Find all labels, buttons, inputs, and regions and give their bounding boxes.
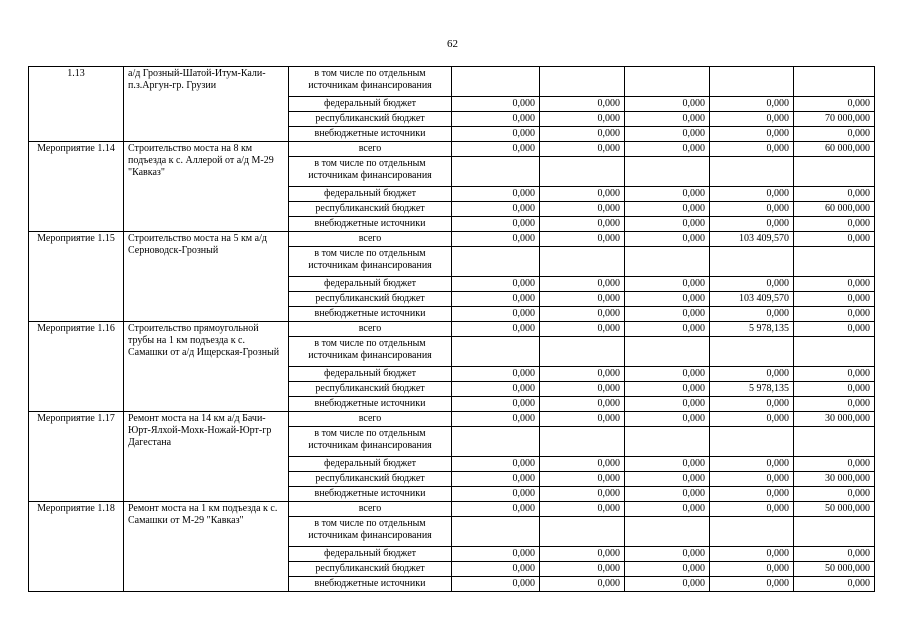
amount-cell: 0,000	[452, 307, 540, 322]
amount-cell	[710, 337, 794, 367]
funding-source: федеральный бюджет	[289, 277, 452, 292]
funding-source: федеральный бюджет	[289, 367, 452, 382]
amount-cell: 0,000	[625, 292, 710, 307]
funding-source: федеральный бюджет	[289, 547, 452, 562]
activity-code: Мероприятие 1.16	[29, 322, 124, 412]
table-row	[29, 502, 875, 517]
funding-source: внебюджетные источники	[289, 127, 452, 142]
amount-cell: 0,000	[625, 217, 710, 232]
amount-cell: 103 409,570	[710, 232, 794, 247]
amount-cell: 0,000	[794, 232, 875, 247]
amount-cell: 0,000	[540, 307, 625, 322]
amount-cell: 0,000	[540, 202, 625, 217]
amount-cell: 0,000	[452, 232, 540, 247]
amount-cell: 0,000	[625, 487, 710, 502]
funding-source: республиканский бюджет	[289, 202, 452, 217]
amount-cell: 0,000	[452, 292, 540, 307]
amount-cell: 0,000	[710, 367, 794, 382]
amount-cell: 0,000	[540, 577, 625, 592]
amount-cell	[625, 517, 710, 547]
amount-cell: 0,000	[452, 562, 540, 577]
funding-source: внебюджетные источники	[289, 217, 452, 232]
amount-cell: 0,000	[625, 97, 710, 112]
amount-cell	[710, 247, 794, 277]
activity-code: Мероприятие 1.15	[29, 232, 124, 322]
table-row	[29, 142, 875, 157]
amount-cell: 0,000	[452, 412, 540, 427]
amount-cell: 0,000	[794, 187, 875, 202]
amount-cell: 0,000	[625, 502, 710, 517]
amount-cell: 0,000	[540, 232, 625, 247]
amount-cell	[452, 157, 540, 187]
amount-cell: 0,000	[540, 382, 625, 397]
amount-cell: 50 000,000	[794, 562, 875, 577]
amount-cell	[452, 337, 540, 367]
amount-cell: 50 000,000	[794, 502, 875, 517]
amount-cell: 0,000	[625, 232, 710, 247]
amount-cell: 30 000,000	[794, 472, 875, 487]
amount-cell: 0,000	[625, 142, 710, 157]
amount-cell	[452, 67, 540, 97]
amount-cell	[794, 337, 875, 367]
amount-cell: 0,000	[452, 397, 540, 412]
funding-source: в том числе по отдельным источникам финансирования	[289, 247, 452, 277]
table-row	[29, 232, 875, 247]
amount-cell: 0,000	[540, 277, 625, 292]
amount-cell: 0,000	[625, 322, 710, 337]
amount-cell: 0,000	[452, 367, 540, 382]
funding-source: всего	[289, 142, 452, 157]
amount-cell: 0,000	[625, 562, 710, 577]
amount-cell: 0,000	[710, 112, 794, 127]
funding-source: в том числе по отдельным источникам финансирования	[289, 427, 452, 457]
amount-cell: 0,000	[794, 487, 875, 502]
table-row	[29, 322, 875, 337]
funding-source: всего	[289, 232, 452, 247]
amount-cell: 0,000	[710, 307, 794, 322]
amount-cell: 0,000	[452, 472, 540, 487]
amount-cell: 0,000	[710, 277, 794, 292]
amount-cell: 0,000	[794, 397, 875, 412]
activity-code: Мероприятие 1.14	[29, 142, 124, 232]
amount-cell: 0,000	[540, 142, 625, 157]
amount-cell: 60 000,000	[794, 142, 875, 157]
funding-source: внебюджетные источники	[289, 487, 452, 502]
amount-cell: 0,000	[625, 202, 710, 217]
amount-cell	[540, 157, 625, 187]
amount-cell	[452, 427, 540, 457]
amount-cell: 0,000	[452, 577, 540, 592]
amount-cell	[540, 337, 625, 367]
funding-source: в том числе по отдельным источникам финансирования	[289, 67, 452, 97]
amount-cell: 0,000	[710, 187, 794, 202]
amount-cell	[540, 247, 625, 277]
amount-cell: 0,000	[794, 367, 875, 382]
amount-cell: 0,000	[794, 97, 875, 112]
amount-cell: 0,000	[452, 382, 540, 397]
amount-cell: 0,000	[625, 412, 710, 427]
page-number: 62	[447, 38, 458, 50]
amount-cell: 0,000	[710, 472, 794, 487]
amount-cell	[794, 67, 875, 97]
amount-cell: 0,000	[710, 577, 794, 592]
amount-cell: 0,000	[452, 277, 540, 292]
amount-cell: 0,000	[794, 577, 875, 592]
amount-cell: 0,000	[452, 127, 540, 142]
activity-code: 1.13	[29, 67, 124, 142]
funding-source: всего	[289, 322, 452, 337]
amount-cell: 0,000	[540, 487, 625, 502]
amount-cell: 0,000	[710, 142, 794, 157]
funding-source: в том числе по отдельным источникам финансирования	[289, 157, 452, 187]
amount-cell: 0,000	[710, 457, 794, 472]
amount-cell: 0,000	[625, 577, 710, 592]
amount-cell: 0,000	[540, 112, 625, 127]
amount-cell: 0,000	[794, 127, 875, 142]
amount-cell: 0,000	[710, 127, 794, 142]
amount-cell: 0,000	[794, 457, 875, 472]
amount-cell: 0,000	[625, 187, 710, 202]
amount-cell: 0,000	[625, 457, 710, 472]
amount-cell	[625, 247, 710, 277]
activity-name: Ремонт моста на 1 км подъезда к с. Самашки от М-29 "Кавказ"	[124, 502, 289, 592]
amount-cell: 0,000	[794, 307, 875, 322]
activity-name: Строительство моста на 5 км а/д Серноводск-Грозный	[124, 232, 289, 322]
amount-cell: 0,000	[540, 547, 625, 562]
amount-cell: 0,000	[625, 547, 710, 562]
funding-source: всего	[289, 502, 452, 517]
activity-code: Мероприятие 1.17	[29, 412, 124, 502]
amount-cell: 0,000	[794, 217, 875, 232]
funding-source: в том числе по отдельным источникам финансирования	[289, 337, 452, 367]
amount-cell: 0,000	[625, 367, 710, 382]
activity-name: а/д Грозный-Шатой-Итум-Кали-п.з.Аргун-гр. Грузии	[124, 67, 289, 142]
amount-cell	[625, 427, 710, 457]
amount-cell: 0,000	[540, 367, 625, 382]
funding-source: республиканский бюджет	[289, 292, 452, 307]
amount-cell: 0,000	[625, 307, 710, 322]
amount-cell: 0,000	[540, 502, 625, 517]
activity-name: Строительство прямоугольной трубы на 1 км подъезда к с. Самашки от а/д Ищерская-Грозный	[124, 322, 289, 412]
amount-cell: 0,000	[452, 502, 540, 517]
amount-cell: 0,000	[540, 472, 625, 487]
amount-cell	[625, 337, 710, 367]
funding-source: внебюджетные источники	[289, 577, 452, 592]
amount-cell	[452, 517, 540, 547]
amount-cell: 0,000	[540, 97, 625, 112]
amount-cell: 0,000	[540, 187, 625, 202]
amount-cell: 0,000	[452, 217, 540, 232]
amount-cell	[452, 247, 540, 277]
amount-cell: 0,000	[710, 487, 794, 502]
amount-cell: 0,000	[625, 127, 710, 142]
amount-cell: 0,000	[540, 217, 625, 232]
amount-cell: 0,000	[794, 382, 875, 397]
amount-cell: 0,000	[452, 187, 540, 202]
amount-cell	[625, 157, 710, 187]
amount-cell: 0,000	[710, 502, 794, 517]
amount-cell: 0,000	[625, 382, 710, 397]
funding-source: федеральный бюджет	[289, 187, 452, 202]
amount-cell: 0,000	[710, 202, 794, 217]
amount-cell: 0,000	[625, 397, 710, 412]
amount-cell: 0,000	[452, 112, 540, 127]
funding-source: федеральный бюджет	[289, 97, 452, 112]
amount-cell: 0,000	[452, 202, 540, 217]
amount-cell: 0,000	[710, 562, 794, 577]
amount-cell	[794, 157, 875, 187]
funding-source: республиканский бюджет	[289, 472, 452, 487]
amount-cell	[710, 427, 794, 457]
amount-cell: 0,000	[452, 547, 540, 562]
amount-cell: 0,000	[452, 142, 540, 157]
amount-cell: 0,000	[710, 397, 794, 412]
amount-cell: 70 000,000	[794, 112, 875, 127]
funding-source: федеральный бюджет	[289, 457, 452, 472]
amount-cell	[540, 517, 625, 547]
amount-cell: 0,000	[794, 322, 875, 337]
amount-cell: 0,000	[710, 412, 794, 427]
amount-cell: 0,000	[452, 457, 540, 472]
amount-cell: 0,000	[452, 97, 540, 112]
activity-name: Ремонт моста на 14 км а/д Бачи-Юрт-Ялхой-Мохк-Ножай-Юрт-гр Дагестана	[124, 412, 289, 502]
financing-table	[28, 66, 875, 592]
amount-cell: 0,000	[625, 112, 710, 127]
amount-cell	[794, 517, 875, 547]
amount-cell: 103 409,570	[710, 292, 794, 307]
amount-cell: 60 000,000	[794, 202, 875, 217]
amount-cell: 30 000,000	[794, 412, 875, 427]
amount-cell: 0,000	[540, 562, 625, 577]
amount-cell	[540, 67, 625, 97]
amount-cell: 0,000	[710, 547, 794, 562]
amount-cell: 5 978,135	[710, 322, 794, 337]
amount-cell	[710, 517, 794, 547]
funding-source: внебюджетные источники	[289, 307, 452, 322]
funding-source: в том числе по отдельным источникам финансирования	[289, 517, 452, 547]
amount-cell	[710, 67, 794, 97]
table-row	[29, 412, 875, 427]
amount-cell: 0,000	[794, 277, 875, 292]
amount-cell: 0,000	[710, 97, 794, 112]
amount-cell: 0,000	[540, 412, 625, 427]
amount-cell: 0,000	[540, 397, 625, 412]
amount-cell	[794, 427, 875, 457]
amount-cell	[794, 247, 875, 277]
amount-cell: 0,000	[540, 292, 625, 307]
amount-cell: 0,000	[452, 322, 540, 337]
funding-source: республиканский бюджет	[289, 562, 452, 577]
amount-cell: 0,000	[452, 487, 540, 502]
funding-source: всего	[289, 412, 452, 427]
amount-cell	[625, 67, 710, 97]
amount-cell: 0,000	[710, 217, 794, 232]
amount-cell: 0,000	[794, 547, 875, 562]
amount-cell: 0,000	[625, 277, 710, 292]
amount-cell	[540, 427, 625, 457]
amount-cell: 5 978,135	[710, 382, 794, 397]
amount-cell: 0,000	[794, 292, 875, 307]
funding-source: республиканский бюджет	[289, 112, 452, 127]
funding-source: внебюджетные источники	[289, 397, 452, 412]
amount-cell: 0,000	[540, 457, 625, 472]
funding-source: республиканский бюджет	[289, 382, 452, 397]
amount-cell	[710, 157, 794, 187]
table-row	[29, 67, 875, 97]
activity-code: Мероприятие 1.18	[29, 502, 124, 592]
amount-cell: 0,000	[540, 127, 625, 142]
activity-name: Строительство моста на 8 км подъезда к с. Аллерой от а/д М-29 "Кавказ"	[124, 142, 289, 232]
table-body	[29, 67, 875, 592]
amount-cell: 0,000	[625, 472, 710, 487]
amount-cell: 0,000	[540, 322, 625, 337]
